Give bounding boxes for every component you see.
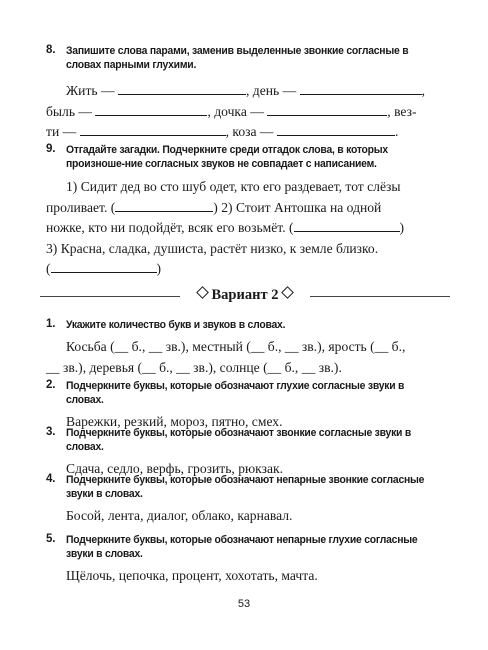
- variant-title: Вариант 2: [211, 287, 279, 303]
- task-answer-lines: [46, 81, 446, 143]
- punctuation: .: [394, 124, 399, 139]
- task-answer: Щёлочь, цепочка, процент, хохотать, мачта.: [66, 568, 318, 583]
- task-answer: [46, 337, 446, 378]
- task-number: 9.: [46, 143, 56, 155]
- answer-blank[interactable]: [294, 219, 400, 232]
- task-question: Отгадайте загадки. Подчеркните среди отгадок слова, в которых произноше-ние согласных звуков не совпадает с написанием.: [66, 144, 388, 170]
- task-question: Подчеркните буквы, которые обозначают непарные звонкие согласные звуки в словах.: [66, 474, 425, 500]
- task-question: Запишите слова парами, заменив выделенные звонкие согласные в словах парными глухими.: [66, 45, 409, 71]
- task-question: Подчеркните буквы, которые обозначают звонкие согласные звуки в словах.: [66, 427, 412, 453]
- riddle-text: ) 2) Стоит Антошка на одной: [213, 199, 382, 215]
- word-text: ти —: [46, 124, 77, 139]
- diamond-icon: [196, 286, 209, 299]
- answer-blank[interactable]: [80, 123, 226, 136]
- riddle-line-4: [46, 239, 446, 260]
- word-text: , день —: [246, 83, 297, 98]
- task-answer: Варежки, резкий, мороз, пятно, смех.: [66, 414, 283, 429]
- task-number: 3.: [46, 426, 56, 438]
- riddle-line-2: [46, 198, 446, 219]
- word-text: , дочка —: [207, 103, 264, 119]
- task-9: [46, 143, 446, 280]
- task-answer: Босой, лента, диалог, облако, карнавал.: [66, 508, 293, 523]
- riddle-text: 3) Красна, сладка, душиста, растёт низко, к земле близко.: [46, 240, 379, 256]
- riddle-text: ножке, кто ни подойдёт, всяк его возьмёт. (: [46, 220, 294, 235]
- v2-task-1: [46, 318, 446, 378]
- answer-line-1: [66, 81, 446, 102]
- punctuation: ): [156, 261, 162, 276]
- answer-blank[interactable]: [51, 260, 157, 273]
- punctuation: ): [399, 220, 405, 235]
- task-number: 5.: [46, 533, 56, 545]
- answer-blank[interactable]: [115, 199, 213, 212]
- v2-task-3: [46, 426, 446, 480]
- task-8: [46, 44, 446, 143]
- riddles: [46, 177, 446, 280]
- diamond-icon: [282, 286, 295, 299]
- variant-title-wrap: [40, 287, 450, 304]
- riddle-line-3: [46, 218, 446, 239]
- word-text: , вез-: [387, 103, 417, 119]
- riddle-line-1: [46, 177, 446, 198]
- word-text: быль —: [46, 103, 93, 119]
- task-number: 2.: [46, 379, 56, 391]
- variant-heading: [40, 287, 450, 307]
- answer-line-1: Косьба (__ б., __ зв.), местный (__ б., __ зв.), ярость (__ б.,: [66, 339, 406, 354]
- answer-line-3: [46, 122, 446, 143]
- punctuation: ,: [421, 83, 426, 98]
- answer-blank[interactable]: [300, 82, 422, 95]
- task-question: Подчеркните буквы, которые обозначают непарные глухие согласные звуки в словах.: [66, 534, 418, 560]
- page-number: 53: [237, 598, 251, 610]
- v2-task-5: [46, 533, 446, 587]
- task-question: Укажите количество букв и звуков в словах.: [66, 319, 286, 331]
- word-text: , коза —: [225, 124, 274, 139]
- task-number: 8.: [46, 44, 56, 56]
- v2-task-4: [46, 473, 446, 527]
- task-question: Подчеркните буквы, которые обозначают глухие согласные звуки в словах.: [66, 380, 405, 406]
- answer-blank[interactable]: [118, 82, 246, 95]
- punctuation: (: [46, 261, 51, 276]
- task-number: 4.: [46, 473, 56, 485]
- word-text: Жить —: [66, 83, 115, 98]
- answer-line-2: [46, 102, 446, 123]
- answer-blank[interactable]: [267, 103, 387, 116]
- riddle-line-5: [46, 259, 446, 280]
- answer-blank[interactable]: [95, 103, 207, 116]
- answer-blank[interactable]: [277, 123, 395, 136]
- riddle-text: проливает. (: [46, 199, 116, 215]
- riddle-text: 1) Сидит дед во сто шуб одет, кто его раздевает, тот слёзы: [66, 179, 401, 194]
- v2-task-2: [46, 379, 446, 433]
- task-answer: Сдача, седло, верфь, грозить, рюкзак.: [66, 461, 283, 476]
- task-number: 1.: [46, 318, 56, 330]
- answer-line-2: __ зв.), деревья (__ б., __ зв.), солнце (__ б., __ зв.).: [46, 359, 342, 375]
